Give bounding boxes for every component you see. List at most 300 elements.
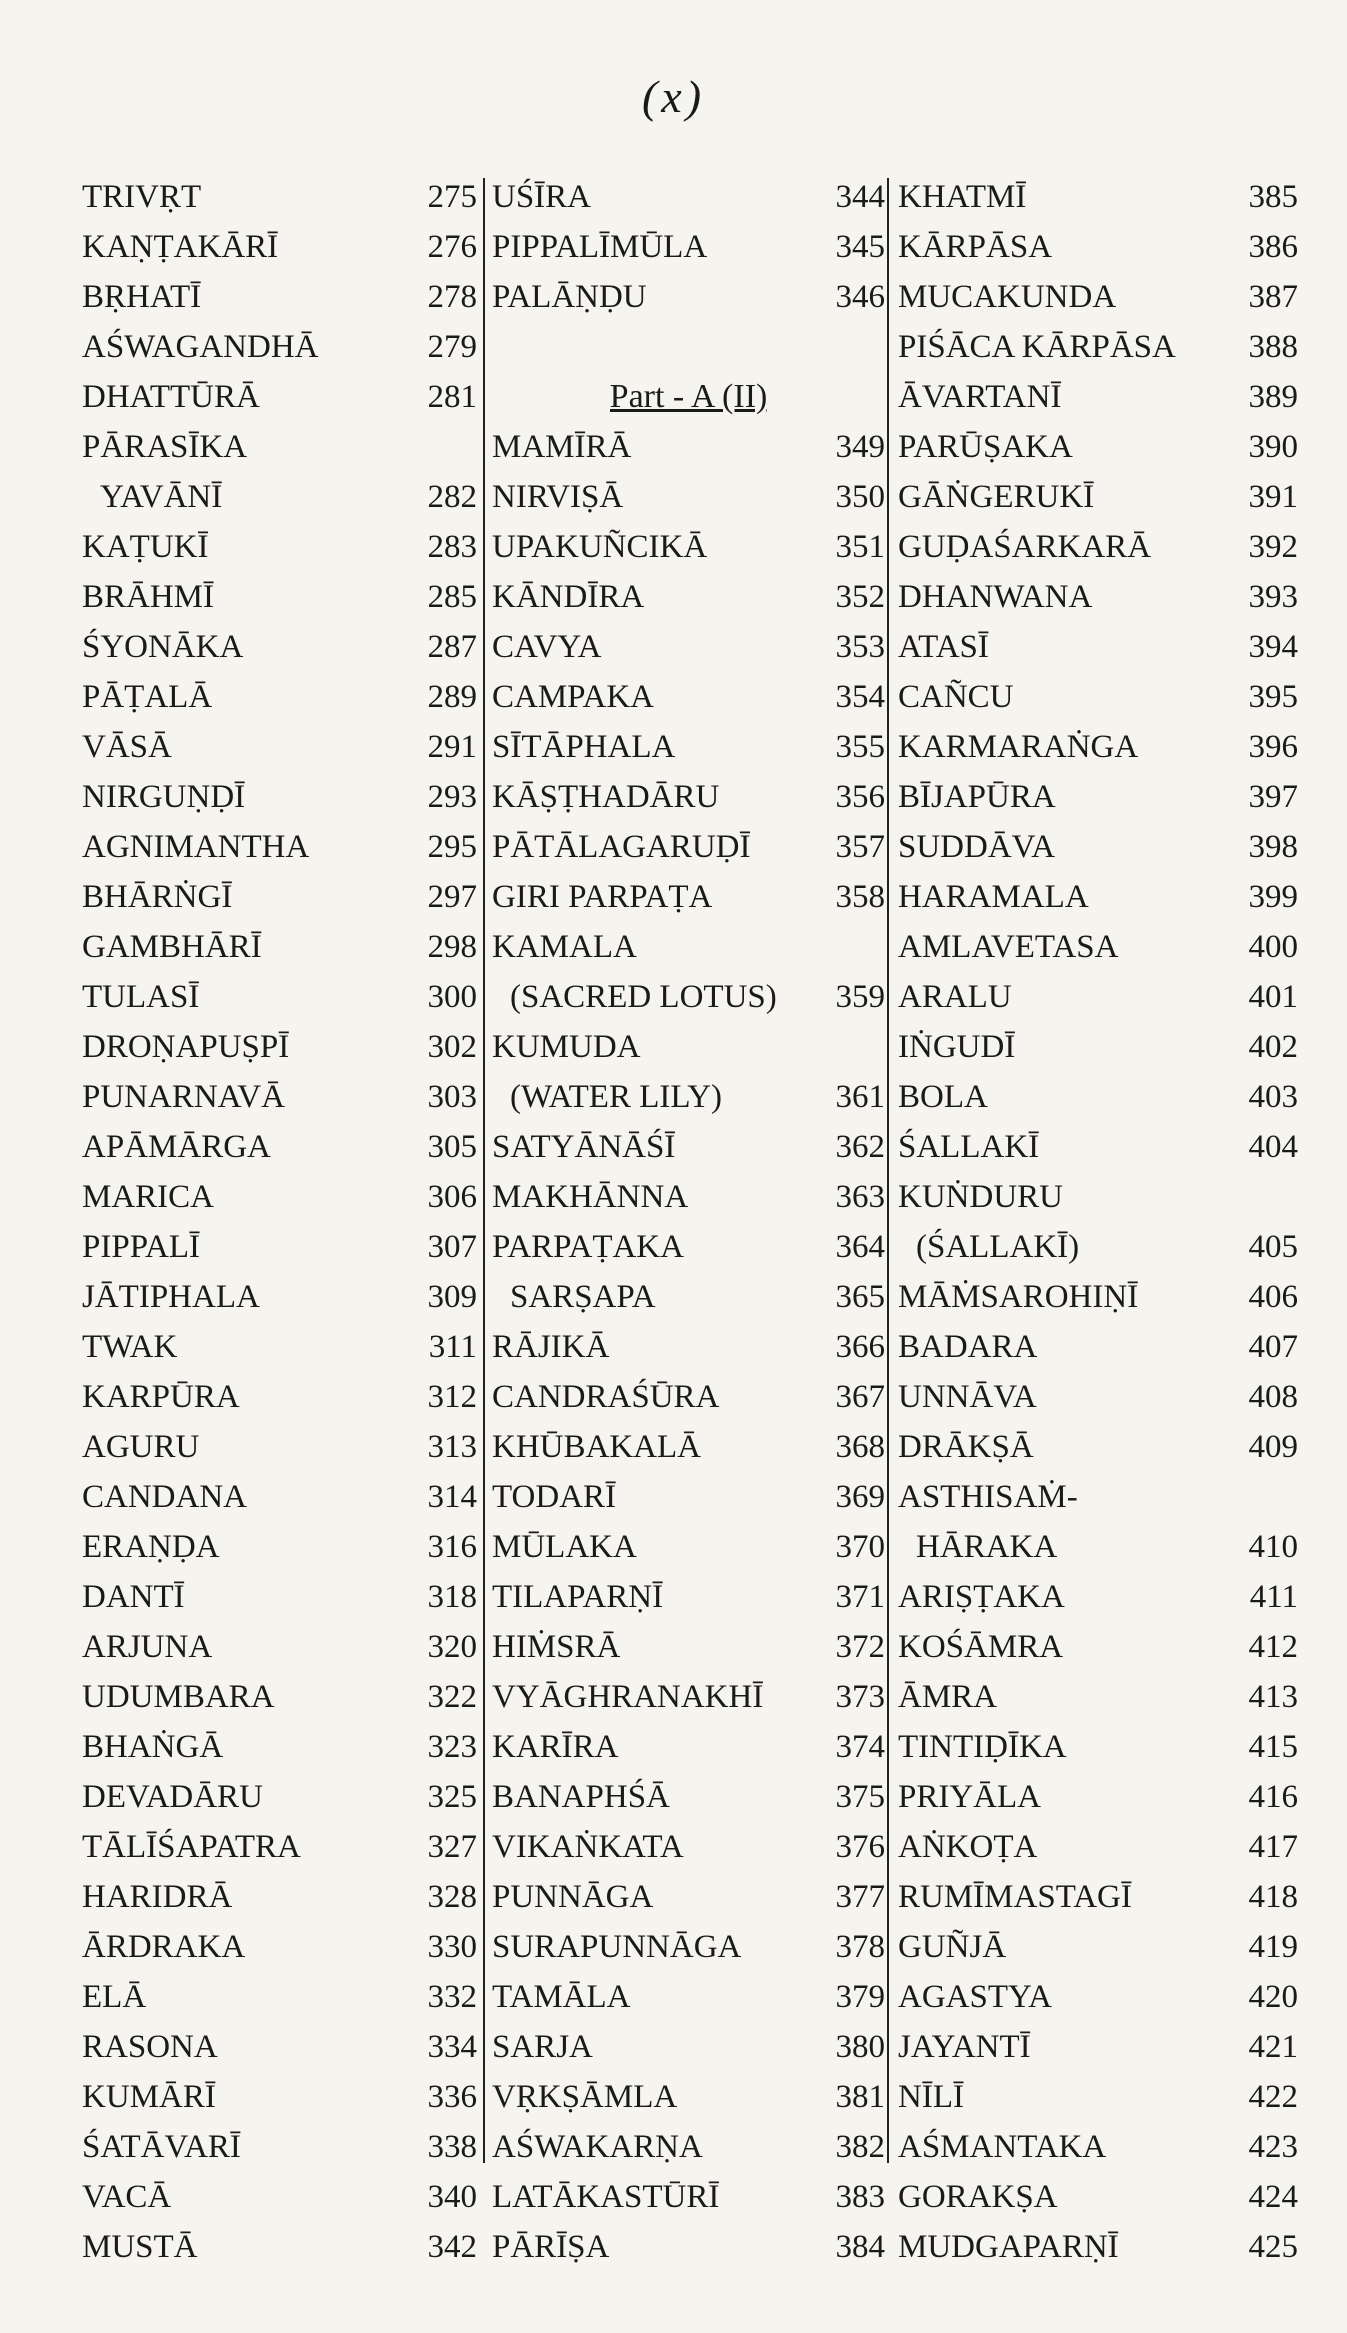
entry-page-number: 401 (1248, 979, 1298, 1015)
index-entry (492, 622, 885, 672)
entry-page-number: 380 (835, 2029, 885, 2065)
index-entry (492, 572, 885, 622)
index-entry (492, 972, 885, 1022)
entry-name: DRĀKṢĀ (898, 1429, 1034, 1465)
index-entry (492, 1422, 885, 1472)
entry-name: KARMARAṄGA (898, 729, 1139, 765)
entry-page-number: 407 (1248, 1329, 1298, 1365)
entry-name: DEVADĀRU (82, 1779, 263, 1815)
entry-page-number: 402 (1248, 1029, 1298, 1065)
index-entry (492, 472, 885, 522)
entry-name: PĀTĀLAGARUḌĪ (492, 829, 751, 865)
entry-name: TRIVṚT (82, 179, 202, 215)
entry-name: KUMUDA (492, 1029, 641, 1065)
entry-page-number: 322 (427, 1679, 477, 1715)
entry-name: BRĀHMĪ (82, 579, 215, 615)
entry-name: UNNĀVA (898, 1379, 1037, 1415)
entry-name: CAVYA (492, 629, 602, 665)
index-entry (898, 822, 1298, 872)
entry-page-number: 353 (835, 629, 885, 665)
entry-page-number: 418 (1248, 1879, 1298, 1915)
entry-name: SATYĀNĀŚĪ (492, 1129, 676, 1165)
index-entry (492, 522, 885, 572)
entry-name: PARŪṢAKA (898, 429, 1073, 465)
entry-name: (SACRED LOTUS) (510, 979, 777, 1015)
index-entry (82, 2172, 477, 2222)
index-entry (82, 172, 477, 222)
entry-page-number: 367 (835, 1379, 885, 1415)
entry-page-number: 403 (1248, 1079, 1298, 1115)
entry-page-number: 344 (835, 179, 885, 215)
index-entry (492, 1522, 885, 1572)
entry-page-number: 283 (427, 529, 477, 565)
entry-page-number: 406 (1248, 1279, 1298, 1315)
index-entry (82, 822, 477, 872)
entry-page-number: 379 (835, 1979, 885, 2015)
index-entry (82, 2022, 477, 2072)
entry-name: ŚYONĀKA (82, 629, 244, 665)
index-entry (82, 472, 477, 522)
entry-name: BĪJAPŪRA (898, 779, 1056, 815)
index-entry (898, 972, 1298, 1022)
entry-page-number: 405 (1248, 1229, 1298, 1265)
entry-name: AGURU (82, 1429, 200, 1465)
entry-page-number: 361 (835, 1079, 885, 1115)
entry-name: KHŪBAKALĀ (492, 1429, 701, 1465)
column-divider (483, 178, 485, 2163)
index-entry (898, 1772, 1298, 1822)
entry-name: UPAKUÑCIKĀ (492, 529, 708, 565)
index-entry (82, 2072, 477, 2122)
entry-page-number: 300 (427, 979, 477, 1015)
entry-name: ATASĪ (898, 629, 989, 665)
entry-page-number: 357 (835, 829, 885, 865)
entry-name: KAṆṬAKĀRĪ (82, 229, 279, 265)
entry-page-number: 423 (1248, 2129, 1298, 2165)
index-entry (492, 1872, 885, 1922)
entry-name: BOLA (898, 1079, 988, 1115)
entry-name: JAYANTĪ (898, 2029, 1031, 2065)
entry-name: AŚWAGANDHĀ (82, 329, 319, 365)
entry-name: GAMBHĀRĪ (82, 929, 262, 965)
section-heading-label: Part - A (II) (609, 378, 768, 415)
entry-name: KUṄDURU (898, 1179, 1063, 1215)
entry-name: GUḌAŚARKARĀ (898, 529, 1152, 565)
index-entry (898, 1022, 1298, 1072)
entry-page-number: 382 (835, 2129, 885, 2165)
index-entry (898, 2022, 1298, 2072)
entry-name: SĪTĀPHALA (492, 729, 676, 765)
entry-name: SURAPUNNĀGA (492, 1929, 742, 1965)
entry-name: GUÑJĀ (898, 1929, 1007, 1965)
entry-name: PĀṬALĀ (82, 679, 213, 715)
entry-page-number: 395 (1248, 679, 1298, 715)
entry-name: MUDGAPARṆĪ (898, 2229, 1119, 2265)
entry-page-number: 373 (835, 1679, 885, 1715)
index-entry (492, 1472, 885, 1522)
entry-name: DHATTŪRĀ (82, 379, 260, 415)
entry-page-number: 399 (1248, 879, 1298, 915)
entry-page-number: 409 (1248, 1429, 1298, 1465)
entry-page-number: 387 (1248, 279, 1298, 315)
entry-name: PARPAṬAKA (492, 1229, 684, 1265)
entry-page-number: 363 (835, 1179, 885, 1215)
index-entry (492, 1622, 885, 1672)
entry-page-number: 313 (427, 1429, 477, 1465)
entry-page-number: 342 (427, 2229, 477, 2265)
entry-name: ĀVARTANĪ (898, 379, 1062, 415)
entry-name: (WATER LILY) (510, 1079, 723, 1115)
entry-page-number: 396 (1248, 729, 1298, 765)
entry-page-number: 354 (835, 679, 885, 715)
index-entry (82, 2222, 477, 2272)
entry-name: KĀRPĀSA (898, 229, 1053, 265)
index-entry (492, 2122, 885, 2172)
entry-page-number: 306 (427, 1179, 477, 1215)
index-entry (82, 1222, 477, 1272)
entry-page-number: 298 (427, 929, 477, 965)
index-entry (898, 1172, 1298, 1222)
entry-page-number: 287 (427, 629, 477, 665)
entry-page-number: 369 (835, 1479, 885, 1515)
index-entry (82, 1672, 477, 1722)
index-entry (492, 922, 885, 972)
entry-page-number: 416 (1248, 1779, 1298, 1815)
entry-name: MAKHĀNNA (492, 1179, 689, 1215)
entry-page-number: 293 (427, 779, 477, 815)
entry-page-number: 392 (1248, 529, 1298, 565)
index-entry (898, 1922, 1298, 1972)
index-entry (492, 2172, 885, 2222)
index-entry (898, 1722, 1298, 1772)
entry-page-number: 419 (1248, 1929, 1298, 1965)
entry-page-number: 376 (835, 1829, 885, 1865)
entry-name: KUMĀRĪ (82, 2079, 216, 2115)
index-entry (82, 522, 477, 572)
entry-page-number: 275 (427, 179, 477, 215)
index-entry (898, 372, 1298, 422)
entry-name: VṚKṢĀMLA (492, 2079, 678, 2115)
index-entry (898, 1822, 1298, 1872)
entry-page-number: 349 (835, 429, 885, 465)
index-entry (492, 2022, 885, 2072)
index-entry (898, 322, 1298, 372)
index-entry (82, 1122, 477, 1172)
index-entry (82, 1422, 477, 1472)
entry-name: MUCAKUNDA (898, 279, 1117, 315)
entry-name: KAṬUKĪ (82, 529, 209, 565)
index-entry (492, 1072, 885, 1122)
index-entry (898, 922, 1298, 972)
entry-page-number: 425 (1248, 2229, 1298, 2265)
entry-page-number: 393 (1248, 579, 1298, 615)
entry-name: KĀNDĪRA (492, 579, 645, 615)
index-entry (82, 272, 477, 322)
index-entry (898, 672, 1298, 722)
index-entry (492, 322, 885, 372)
entry-name: ŚALLAKĪ (898, 1129, 1040, 1165)
entry-name: TILAPARṆĪ (492, 1579, 664, 1615)
entry-name: TWAK (82, 1329, 178, 1365)
entry-page-number: 279 (427, 329, 477, 365)
index-entry (82, 1572, 477, 1622)
index-entry (82, 1972, 477, 2022)
entry-page-number: 302 (427, 1029, 477, 1065)
entry-name: VĀSĀ (82, 729, 172, 765)
entry-name: CANDRAŚŪRA (492, 1379, 720, 1415)
entry-page-number: 370 (835, 1529, 885, 1565)
entry-name: UDUMBARA (82, 1679, 275, 1715)
entry-page-number: 366 (835, 1329, 885, 1365)
entry-name: NĪLĪ (898, 2079, 964, 2115)
entry-page-number: 412 (1248, 1629, 1298, 1665)
index-entry (898, 2072, 1298, 2122)
index-entry (898, 522, 1298, 572)
entry-name: JĀTIPHALA (82, 1279, 260, 1315)
entry-name: SUDDĀVA (898, 829, 1056, 865)
index-entry (898, 1422, 1298, 1472)
index-entry (82, 1022, 477, 1072)
index-entry (898, 1122, 1298, 1172)
index-entry (492, 422, 885, 472)
entry-page-number: 276 (427, 229, 477, 265)
index-entry (898, 1672, 1298, 1722)
entry-page-number: 332 (427, 1979, 477, 2015)
index-column-3 (898, 172, 1298, 2272)
entry-name: HIṀSRĀ (492, 1629, 621, 1665)
index-entry (492, 222, 885, 272)
index-entry (82, 622, 477, 672)
entry-page-number: 390 (1248, 429, 1298, 465)
index-entry (898, 722, 1298, 772)
entry-page-number: 330 (427, 1929, 477, 1965)
entry-name: TĀLĪŚAPATRA (82, 1829, 301, 1865)
entry-page-number: 327 (427, 1829, 477, 1865)
entry-page-number: 338 (427, 2129, 477, 2165)
index-entry (492, 1922, 885, 1972)
entry-name: BANAPHŚĀ (492, 1779, 670, 1815)
index-entry (492, 722, 885, 772)
entry-name: LATĀKASTŪRĪ (492, 2179, 720, 2215)
entry-name: PIŚĀCA KĀRPĀSA (898, 329, 1176, 365)
index-column-2 (492, 172, 885, 2272)
entry-name: CAÑCU (898, 679, 1014, 715)
entry-name: ARIṢṬAKA (898, 1579, 1065, 1615)
entry-page-number: 305 (427, 1129, 477, 1165)
index-entry (82, 1872, 477, 1922)
entry-name: YAVĀNĪ (100, 479, 223, 515)
entry-name: VYĀGHRANAKHĪ (492, 1679, 764, 1715)
entry-page-number: 334 (427, 2029, 477, 2065)
index-entry (492, 1572, 885, 1622)
entry-name: AŚWAKARṆA (492, 2129, 703, 2165)
entry-name: ASTHISAṀ- (898, 1479, 1078, 1515)
entry-name: HARAMALA (898, 879, 1089, 915)
entry-page-number: 278 (427, 279, 477, 315)
entry-page-number: 316 (427, 1529, 477, 1565)
page-number: (x) (641, 71, 706, 122)
index-entry (82, 972, 477, 1022)
entry-name: ARALU (898, 979, 1012, 1015)
entry-page-number: 350 (835, 479, 885, 515)
entry-name: KĀṢṬHADĀRU (492, 779, 720, 815)
entry-page-number: 394 (1248, 629, 1298, 665)
index-entry (898, 1472, 1298, 1522)
entry-name: DANTĪ (82, 1579, 185, 1615)
entry-name: PIPPALĪ (82, 1229, 200, 1265)
entry-page-number: 371 (835, 1579, 885, 1615)
entry-name: CAMPAKA (492, 679, 655, 715)
index-entry (898, 772, 1298, 822)
index-entry (898, 1222, 1298, 1272)
index-entry (82, 922, 477, 972)
entry-name: APĀMĀRGA (82, 1129, 271, 1165)
index-entry (898, 422, 1298, 472)
entry-page-number: 351 (835, 529, 885, 565)
entry-page-number: 358 (835, 879, 885, 915)
entry-name: AGASTYA (898, 1979, 1053, 2015)
index-entry (82, 772, 477, 822)
entry-name: HĀRAKA (916, 1529, 1058, 1565)
index-entry (898, 2222, 1298, 2272)
index-column-1 (82, 172, 477, 2272)
entry-name: PĀRASĪKA (82, 429, 248, 465)
index-entry (492, 822, 885, 872)
entry-name: HARIDRĀ (82, 1879, 233, 1915)
entry-page-number: 346 (835, 279, 885, 315)
index-entry (898, 272, 1298, 322)
entry-page-number: 325 (427, 1779, 477, 1815)
entry-name: MĀṀSAROHIṆĪ (898, 1279, 1139, 1315)
index-entry (492, 1372, 885, 1422)
entry-page-number: 397 (1248, 779, 1298, 815)
entry-page-number: 410 (1248, 1529, 1298, 1565)
entry-page-number: 309 (427, 1279, 477, 1315)
entry-name: BHĀRṄGĪ (82, 879, 233, 915)
entry-page-number: 375 (835, 1779, 885, 1815)
index-entry (82, 722, 477, 772)
index-entry (492, 1272, 885, 1322)
index-entry (492, 2072, 885, 2122)
entry-name: IṄGUDĪ (898, 1029, 1016, 1065)
entry-page-number: 289 (427, 679, 477, 715)
entry-name: AGNIMANTHA (82, 829, 310, 865)
entry-name: GIRI PARPAṬA (492, 879, 713, 915)
column-divider (887, 178, 889, 2163)
entry-name: PUNNĀGA (492, 1879, 654, 1915)
entry-name: MUSTĀ (82, 2229, 198, 2265)
index-entry (82, 322, 477, 372)
entry-page-number: 340 (427, 2179, 477, 2215)
entry-name: RUMĪMASTAGĪ (898, 1879, 1132, 1915)
entry-page-number: 388 (1248, 329, 1298, 365)
index-entry (898, 1072, 1298, 1122)
entry-name: TULASĪ (82, 979, 200, 1015)
entry-page-number: 386 (1248, 229, 1298, 265)
entry-page-number: 303 (427, 1079, 477, 1115)
index-entry (82, 572, 477, 622)
index-entry (898, 1572, 1298, 1622)
entry-page-number: 311 (428, 1329, 477, 1365)
index-entry (898, 1322, 1298, 1372)
entry-page-number: 312 (427, 1379, 477, 1415)
entry-name: PALĀṆḌU (492, 279, 647, 315)
entry-name: KHATMĪ (898, 179, 1027, 215)
entry-name: DROṆAPUṢPĪ (82, 1029, 290, 1065)
entry-page-number: 364 (835, 1229, 885, 1265)
entry-page-number: 404 (1248, 1129, 1298, 1165)
index-entry (492, 1222, 885, 1272)
index-entry (492, 172, 885, 222)
index-entry (82, 1522, 477, 1572)
entry-page-number: 328 (427, 1879, 477, 1915)
entry-name: KARPŪRA (82, 1379, 240, 1415)
entry-page-number: 385 (1248, 179, 1298, 215)
entry-name: PIPPALĪMŪLA (492, 229, 708, 265)
index-entry (82, 422, 477, 472)
entry-name: TINTIḌĪKA (898, 1729, 1067, 1765)
entry-page-number: 421 (1248, 2029, 1298, 2065)
entry-page-number: 291 (427, 729, 477, 765)
entry-page-number: 318 (427, 1579, 477, 1615)
entry-name: RĀJIKĀ (492, 1329, 610, 1365)
entry-name: NIRGUṆḌĪ (82, 779, 246, 815)
entry-name: CANDANA (82, 1479, 247, 1515)
entry-page-number: 352 (835, 579, 885, 615)
entry-page-number: 372 (835, 1629, 885, 1665)
entry-page-number: 359 (835, 979, 885, 1015)
index-entry (82, 1072, 477, 1122)
index-entry (492, 2222, 885, 2272)
index-entry (492, 872, 885, 922)
entry-name: AŚMANTAKA (898, 2129, 1107, 2165)
entry-name: MAMĪRĀ (492, 429, 632, 465)
entry-name: TODARĪ (492, 1479, 617, 1515)
index-entry (492, 672, 885, 722)
entry-name: GĀṄGERUKĪ (898, 479, 1095, 515)
entry-page-number: 365 (835, 1279, 885, 1315)
index-entry (82, 1272, 477, 1322)
index-entry (82, 672, 477, 722)
entry-page-number: 336 (427, 2079, 477, 2115)
entry-page-number: 320 (427, 1629, 477, 1665)
entry-name: BADARA (898, 1329, 1038, 1365)
index-entry (898, 1872, 1298, 1922)
index-entry (82, 1322, 477, 1372)
index-entry (898, 1372, 1298, 1422)
entry-page-number: 362 (835, 1129, 885, 1165)
entry-name: AMLAVETASA (898, 929, 1119, 965)
index-entry (492, 1172, 885, 1222)
entry-page-number: 413 (1248, 1679, 1298, 1715)
index-entry (492, 1122, 885, 1172)
index-entry (82, 1922, 477, 1972)
entry-page-number: 408 (1248, 1379, 1298, 1415)
entry-name: VACĀ (82, 2179, 172, 2215)
entry-name: PĀRĪṢA (492, 2229, 610, 2265)
entry-name: RASONA (82, 2029, 218, 2065)
entry-name: KAMALA (492, 929, 637, 965)
entry-page-number: 384 (835, 2229, 885, 2265)
index-entry (82, 1172, 477, 1222)
index-entry (492, 1672, 885, 1722)
entry-name: ELĀ (82, 1979, 147, 2015)
index-entry (492, 1022, 885, 1072)
index-entry (82, 1772, 477, 1822)
entry-page-number: 356 (835, 779, 885, 815)
entry-name: VIKAṄKATA (492, 1829, 684, 1865)
entry-page-number: 355 (835, 729, 885, 765)
